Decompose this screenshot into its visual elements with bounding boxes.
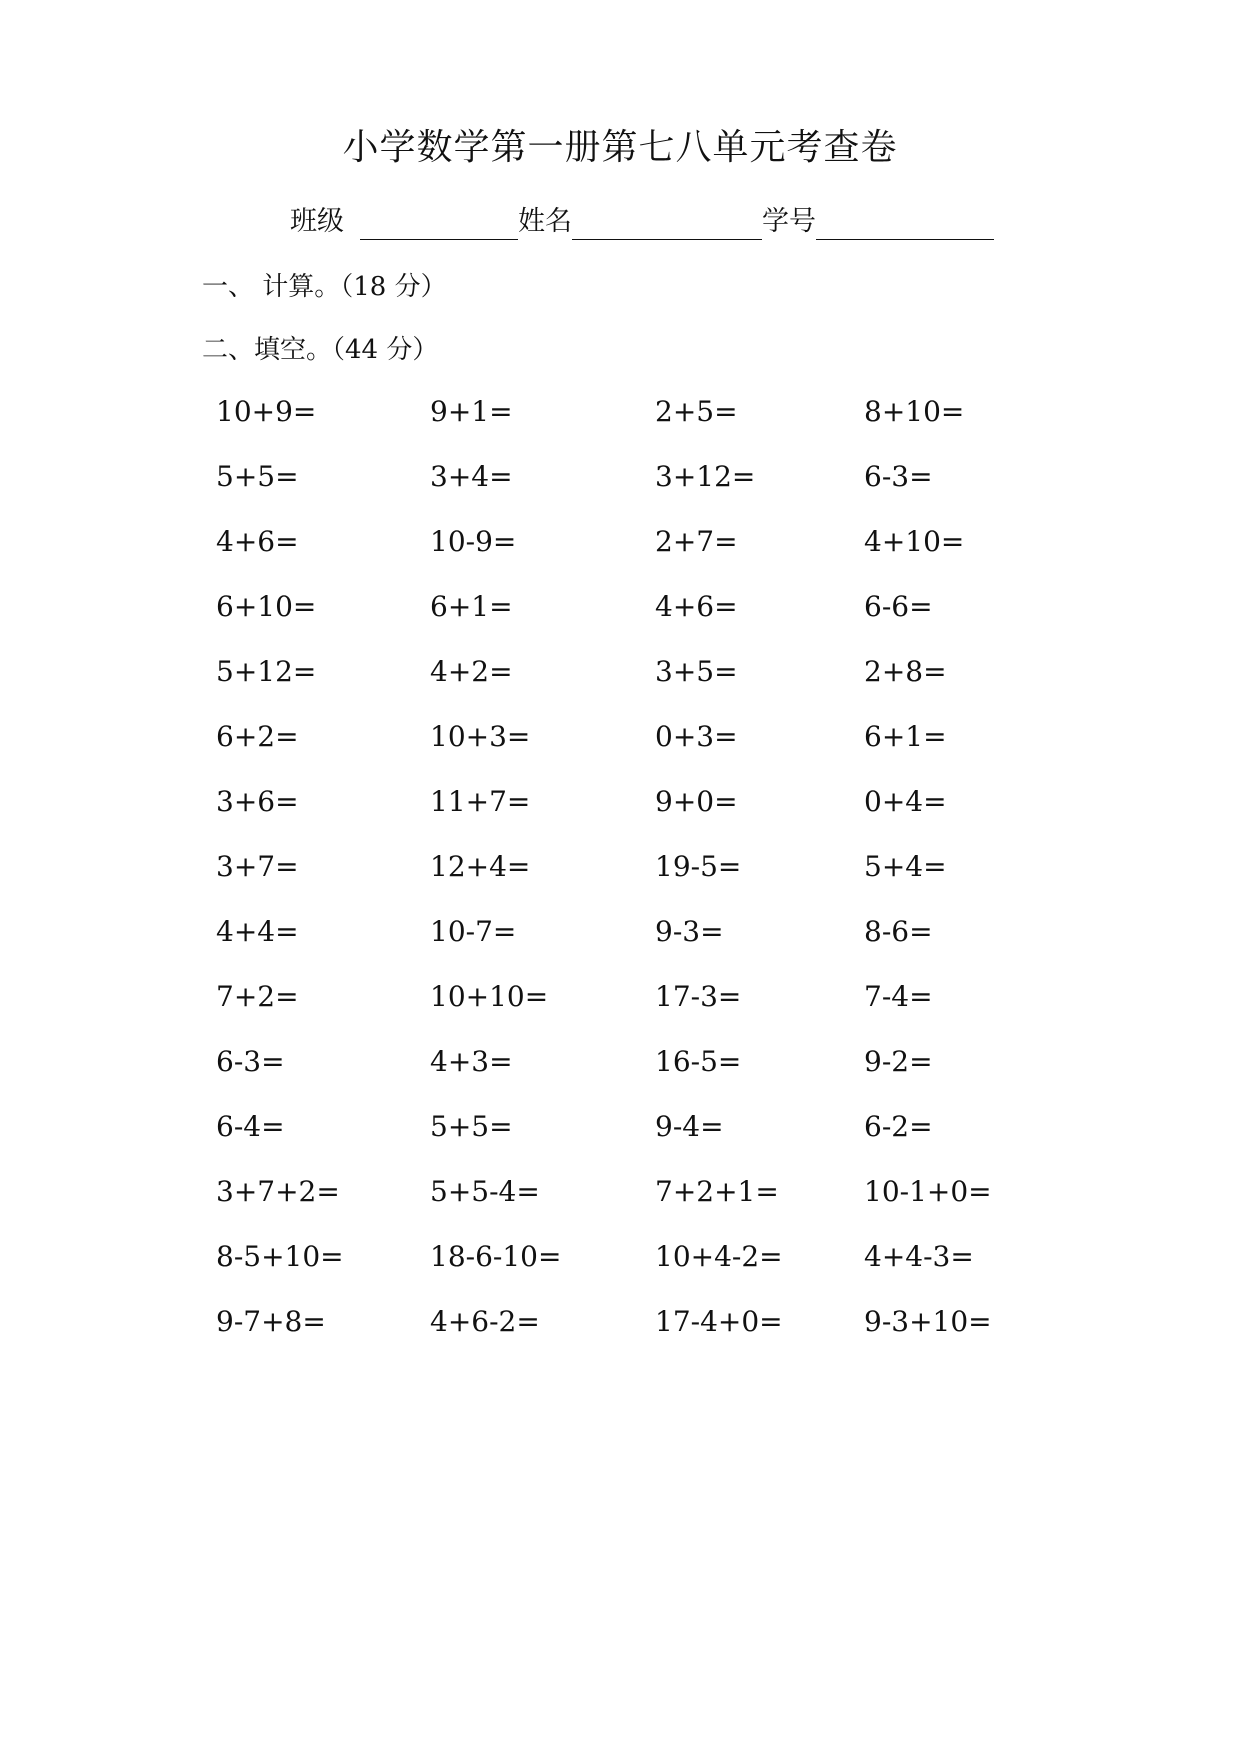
section-heading-fill-in: 二、填空。（44 分） <box>202 335 439 365</box>
math-problem: 2+7= <box>655 525 738 558</box>
math-problem: 2+5= <box>655 395 738 428</box>
math-problem: 10-1+0= <box>864 1175 992 1208</box>
math-problem: 6+2= <box>216 720 299 753</box>
problem-row <box>216 1237 1016 1302</box>
math-problem: 9+1= <box>430 395 513 428</box>
problem-row <box>216 1302 1016 1367</box>
math-problem: 7+2+1= <box>655 1175 779 1208</box>
page-title: 小学数学第一册第七八单元考查卷 <box>342 127 898 168</box>
math-problem: 4+3= <box>430 1045 513 1078</box>
math-problem: 5+4= <box>864 850 947 883</box>
problem-row <box>216 847 1016 912</box>
math-problem: 4+10= <box>864 525 965 558</box>
math-problem: 10+4-2= <box>655 1240 783 1273</box>
name-label: 姓名 <box>518 206 572 237</box>
class-blank-field[interactable] <box>360 209 518 240</box>
math-problem: 4+6= <box>216 525 299 558</box>
problem-row <box>216 587 1016 652</box>
math-problem: 0+4= <box>864 785 947 818</box>
math-problem: 16-5= <box>655 1045 742 1078</box>
math-problem: 6-6= <box>864 590 933 623</box>
math-problem: 9+0= <box>655 785 738 818</box>
math-problem: 9-2= <box>864 1045 933 1078</box>
math-problem: 3+5= <box>655 655 738 688</box>
math-problem: 7-4= <box>864 980 933 1013</box>
math-problem: 4+6-2= <box>430 1305 540 1338</box>
problem-row <box>216 977 1016 1042</box>
math-problem: 18-6-10= <box>430 1240 562 1273</box>
math-problem: 17-3= <box>655 980 742 1013</box>
math-problem: 6-3= <box>864 460 933 493</box>
math-problem: 5+5= <box>216 460 299 493</box>
problem-row <box>216 457 1016 522</box>
math-problem: 9-3= <box>655 915 724 948</box>
math-problem: 10-9= <box>430 525 517 558</box>
problem-row <box>216 652 1016 717</box>
math-problem: 10+9= <box>216 395 317 428</box>
math-problem: 5+5= <box>430 1110 513 1143</box>
math-problem: 5+12= <box>216 655 317 688</box>
problem-row <box>216 912 1016 977</box>
math-problem: 9-7+8= <box>216 1305 326 1338</box>
math-problem: 7+2= <box>216 980 299 1013</box>
problem-row <box>216 1107 1016 1172</box>
math-problem: 12+4= <box>430 850 531 883</box>
math-problem: 11+7= <box>430 785 531 818</box>
problem-row <box>216 522 1016 587</box>
math-problem: 10+3= <box>430 720 531 753</box>
math-problem: 6+1= <box>864 720 947 753</box>
problem-row <box>216 1042 1016 1107</box>
math-problem: 19-5= <box>655 850 742 883</box>
math-problem: 6-3= <box>216 1045 285 1078</box>
math-problem: 3+7+2= <box>216 1175 340 1208</box>
math-problem: 6-4= <box>216 1110 285 1143</box>
math-problem: 3+4= <box>430 460 513 493</box>
math-problem: 9-3+10= <box>864 1305 992 1338</box>
math-problem: 4+2= <box>430 655 513 688</box>
problem-row <box>216 782 1016 847</box>
name-blank-field[interactable] <box>572 209 762 240</box>
math-problem: 0+3= <box>655 720 738 753</box>
math-problem: 4+4= <box>216 915 299 948</box>
problem-row <box>216 717 1016 782</box>
math-problem: 3+6= <box>216 785 299 818</box>
math-problem: 5+5-4= <box>430 1175 540 1208</box>
math-problem: 9-4= <box>655 1110 724 1143</box>
math-problem: 8+10= <box>864 395 965 428</box>
math-problem: 4+6= <box>655 590 738 623</box>
math-problem: 8-6= <box>864 915 933 948</box>
math-problem: 17-4+0= <box>655 1305 783 1338</box>
student-id-blank-field[interactable] <box>816 209 994 240</box>
class-label: 班级 <box>290 206 344 237</box>
math-problem: 3+7= <box>216 850 299 883</box>
problem-row <box>216 1172 1016 1237</box>
math-problem: 3+12= <box>655 460 756 493</box>
section-heading-calculation: 一、 计算。（18 分） <box>202 272 447 302</box>
math-problem: 6-2= <box>864 1110 933 1143</box>
problem-row <box>216 392 1016 457</box>
math-problem: 10+10= <box>430 980 549 1013</box>
math-problem: 6+10= <box>216 590 317 623</box>
math-problem: 6+1= <box>430 590 513 623</box>
student-id-label: 学号 <box>762 206 816 237</box>
math-problem: 10-7= <box>430 915 517 948</box>
math-problem: 4+4-3= <box>864 1240 974 1273</box>
math-problem: 8-5+10= <box>216 1240 344 1273</box>
student-info-line <box>290 204 994 240</box>
math-problem: 2+8= <box>864 655 947 688</box>
problem-grid <box>216 392 1016 1367</box>
